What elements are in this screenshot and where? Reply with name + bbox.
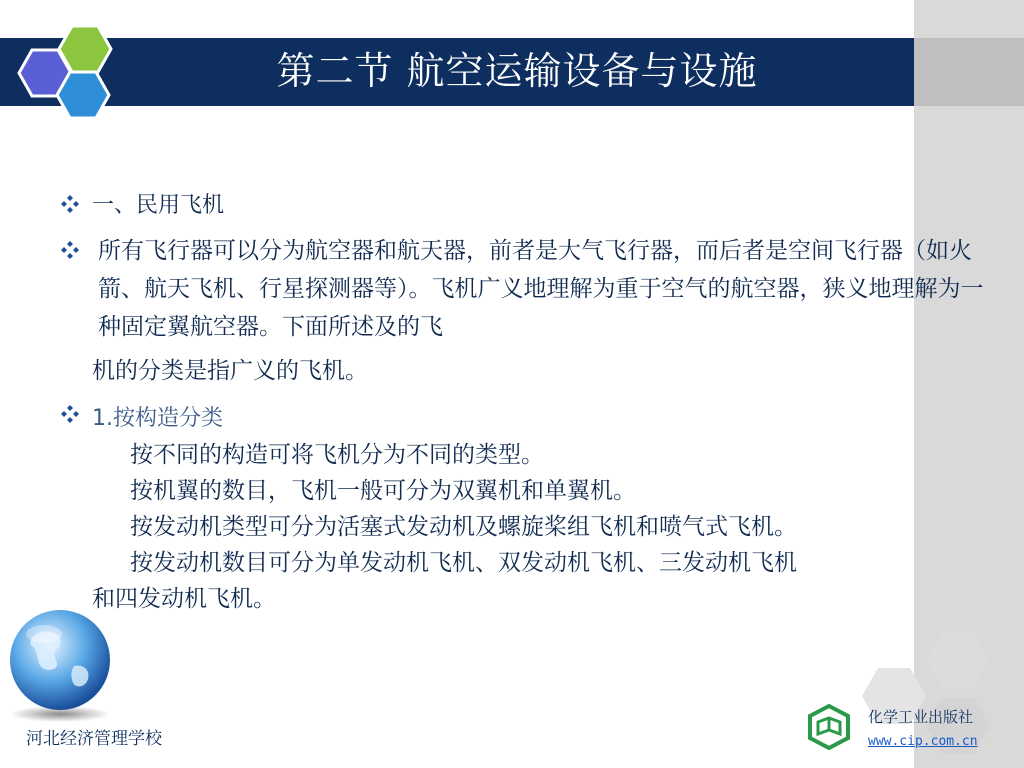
classification-line: 按发动机类型可分为活塞式发动机及螺旋桨组飞机和喷气式飞机。	[130, 514, 797, 540]
page-title: 第二节 航空运输设备与设施	[276, 49, 758, 93]
hexagon-cluster-icon	[14, 22, 124, 122]
diamond-bullet-icon	[60, 194, 80, 214]
diamond-bullet-icon	[60, 240, 80, 260]
classification-line: 按机翼的数目，飞机一般可分为双翼机和单翼机。	[130, 478, 636, 504]
slide-content	[60, 190, 990, 617]
school-name: 河北经济管理学校	[26, 729, 162, 749]
bullet-item-structure-classification	[60, 400, 990, 617]
diamond-bullet-icon	[60, 404, 80, 424]
bullet-text: 所有飞行器可以分为航空器和航天器，前者是大气飞行器，而后者是空间飞行器（如火箭、航天飞机、行星探测器等）。飞机广义地理解为重于空气的航空器，狭义地理解为一种固定翼航空器。下面所述及的飞	[98, 238, 984, 340]
cip-book-logo-icon	[806, 704, 852, 750]
right-strip-band	[914, 38, 1024, 106]
bullet-item-definition	[60, 232, 990, 390]
classification-line: 按不同的构造可将飞机分为不同的类型。	[130, 442, 544, 468]
publisher-name: 化学工业出版社	[868, 708, 974, 726]
bullet-item-civil-aircraft	[60, 190, 990, 222]
section-heading: 1.按构造分类	[92, 406, 223, 431]
classification-line-tail: 和四发动机飞机。	[92, 586, 276, 612]
bullet-text: 一、民用飞机	[92, 193, 225, 218]
classification-line: 按发动机数目可分为单发动机飞机、双发动机飞机、三发动机飞机	[130, 550, 797, 576]
publisher-url-link[interactable]: www.cip.com.cn	[868, 734, 978, 749]
globe-icon	[4, 606, 116, 724]
bullet-text-last-line: 机的分类是指广义的飞机。	[92, 358, 368, 384]
